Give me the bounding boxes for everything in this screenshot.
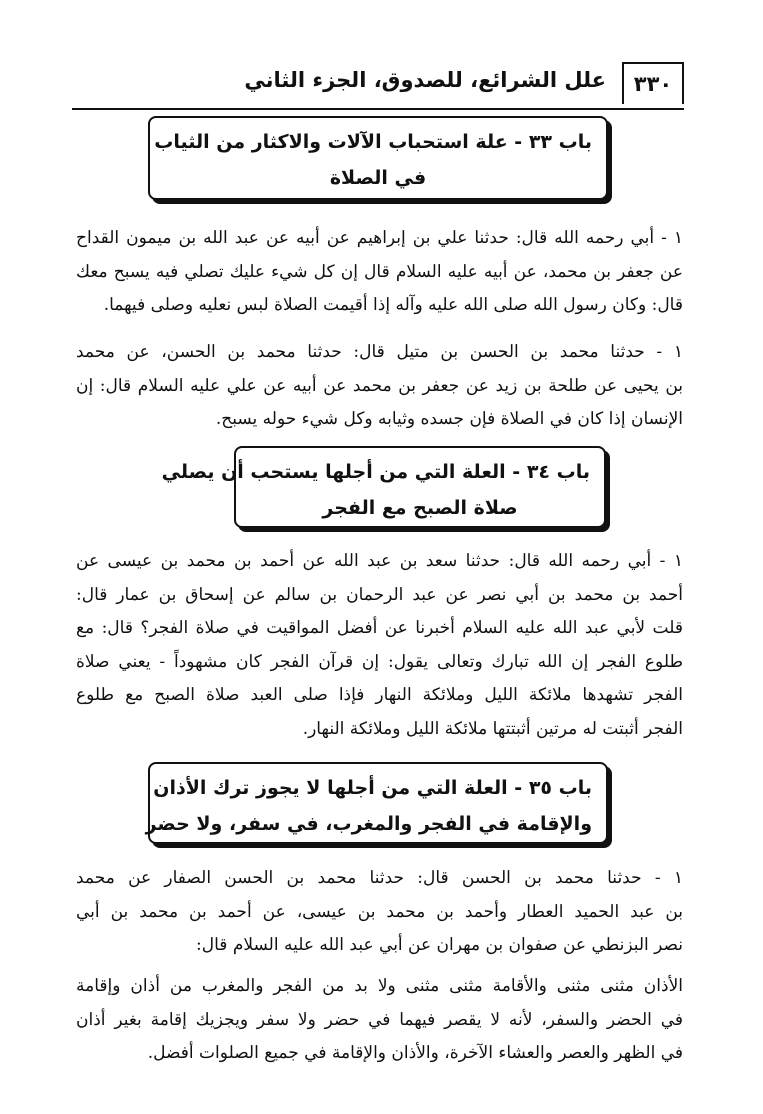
text-line: ١ - أبي رحمه الله قال: حدثنا علي بن إبراهيم عن أبيه عن عبد الله بن ميمون القداح — [76, 228, 683, 248]
chapter-title-line: في الصلاة — [329, 167, 427, 189]
text-line: الأذان مثنى مثنى والأقامة مثنى مثنى ولا بد من الفجر والمغرب من أذان وإقامة — [76, 976, 683, 996]
page-number: ٣٣٠ — [622, 62, 684, 104]
hadith-paragraph — [76, 862, 683, 963]
hadith-paragraph — [76, 336, 683, 437]
hadith-paragraph — [76, 545, 683, 746]
text-line: ١ - حدثنا محمد بن الحسن بن متيل قال: حدثنا محمد بن الحسن، عن محمد — [76, 342, 683, 362]
chapter-34-title-box — [161, 446, 606, 528]
text-line: الفجر تشهدها ملائكة الليل وملائكة النهار فإذا صلى العبد صلاة الصبح مع طلوع — [76, 685, 683, 705]
text-line: ١ - حدثنا محمد بن الحسن قال: حدثنا محمد بن الحسن الصفار عن محمد — [76, 868, 683, 888]
text-line: بن عبد الحميد العطار وأحمد بن محمد بن عيسى، عن أحمد بن محمد بن أبي — [76, 901, 683, 922]
hadith-paragraph — [76, 970, 683, 1071]
text-line: الإنسان إذا كان في الصلاة فإن جسده وثيابه وكل شيء حوله يسبح. — [215, 409, 683, 429]
text-line: قلت لأبي عبد الله عليه السلام أخبرنا عن أفضل المواقيت في صلاة الفجر؟ قال: مع — [76, 618, 683, 638]
chapter-title-line: صلاة الصبح مع الفجر — [322, 497, 518, 519]
text-line: بن يحيى عن طلحة بن زيد عن جعفر بن محمد عن أبيه عن علي عليه السلام قال: إن — [76, 375, 683, 396]
chapter-title-line: باب ٣٥ - العلة التي من أجلها لا يجوز ترك الأذان — [153, 777, 592, 799]
text-line: في الظهر والعصر والعشاء الآخرة، والأذان والإقامة في جميع الصلوات أفضل. — [147, 1043, 683, 1063]
chapter-title-line: باب ٣٣ - علة استحباب الآلات والاكثار من الثياب — [154, 131, 592, 153]
text-line: ١ - أبي رحمه الله قال: حدثنا سعد بن عبد الله عن أحمد بن محمد بن عيسى عن — [76, 551, 683, 571]
text-line: أحمد بن محمد بن أبي نصر عن عبد الرحمان بن سالم عن إسحاق بن عمار قال: — [76, 584, 683, 605]
chapter-33-title-box — [148, 116, 608, 200]
chapter-35-title-box — [145, 762, 608, 844]
hadith-paragraph — [76, 222, 683, 323]
text-line: في الحضر والسفر، لأنه لا يقصر فيهما في حضر ولا سفر ويجزيك إقامة بغير أذان — [76, 1009, 683, 1030]
text-line: قال: وكان رسول الله صلى الله عليه وآله إذا أقيمت الصلاة لبس نعليه وصلى فيهما. — [103, 295, 683, 315]
text-line: عن جعفر بن محمد، عن أبيه عليه السلام قال إن كل شيء عليك تصلي فيه يسبح معك — [76, 261, 683, 282]
running-title: علل الشرائع، للصدوق، الجزء الثاني — [244, 68, 606, 92]
text-line: الفجر أثبتت له مرتين أثبتتها ملائكة الليل وملائكة النهار. — [302, 718, 683, 739]
text-line: نصر البزنطي عن صفوان بن مهران عن أبي عبد الله عليه السلام قال: — [196, 935, 683, 955]
chapter-title-line: باب ٣٤ - العلة التي من أجلها يستحب أن يصلي — [161, 461, 590, 483]
page-header — [72, 62, 684, 110]
chapter-title-line: والإقامة في الفجر والمغرب، في سفر، ولا حضر — [145, 813, 592, 835]
text-line: طلوع الفجر إن الله تبارك وتعالى يقول: إن قرآن الفجر كان مشهوداً - يعني صلاة — [76, 651, 683, 672]
